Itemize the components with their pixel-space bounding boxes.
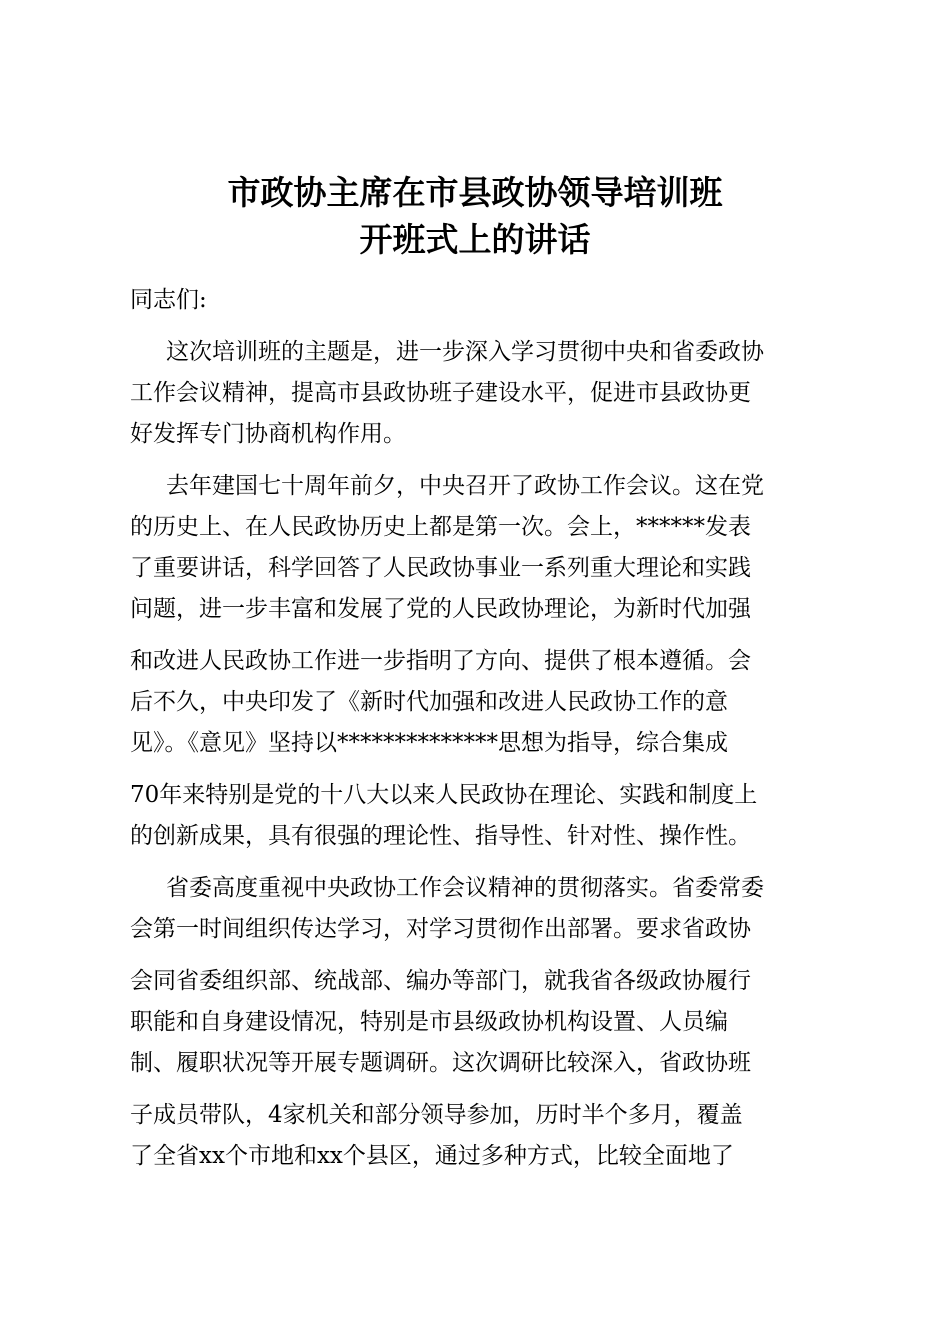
paragraph-3-line-2: 会第一时间组织传达学习，对学习贯彻作出部署。要求省政协 (130, 916, 751, 942)
paragraph-2-line-3: 了重要讲话，科学回答了人民政协事业一系列重大理论和实践 (130, 555, 751, 581)
paragraph-3-line-6: 子成员带队，4家机关和部分领导参加，历时半个多月，覆盖 (130, 1102, 743, 1128)
paragraph-2-line-9: 的创新成果，具有很强的理论性、指导性、针对性、操作性。 (130, 823, 751, 849)
paragraph-3-line-5: 制、履职状况等开展专题调研。这次调研比较深入，省政协班 (130, 1050, 751, 1076)
salutation: 同志们: (130, 287, 207, 313)
paragraph-2-line-5: 和改进人民政协工作进一步指明了方向、提供了根本遵循。会 (130, 648, 751, 674)
title-line-1: 市政协主席在市县政协领导培训班 (227, 173, 723, 212)
paragraph-3-line-1: 省委高度重视中央政协工作会议精神的贯彻落实。省委常委 (166, 875, 764, 901)
paragraph-2-line-1: 去年建国七十周年前夕，中央召开了政协工作会议。这在党 (166, 473, 764, 499)
paragraph-2-line-4: 问题，进一步丰富和发展了党的人民政协理论，为新时代加强 (130, 596, 751, 622)
paragraph-2-line-7: 见》。《意见》坚持以**************思想为指导，综合集成 (130, 730, 728, 756)
paragraph-3-line-4: 职能和自身建设情况，特别是市县级政协机构设置、人员编 (130, 1009, 728, 1035)
paragraph-2-line-2: 的历史上、在人民政协历史上都是第一次。会上，******发表 (130, 514, 751, 540)
paragraph-2-line-8: 70年来特别是党的十八大以来人民政协在理论、实践和制度上 (130, 782, 758, 808)
paragraph-2-line-6: 后不久，中央印发了《新时代加强和改进人民政协工作的意 (130, 689, 728, 715)
title-line-2: 开班式上的讲话 (359, 220, 591, 259)
paragraph-3-line-3: 会同省委组织部、统战部、编办等部门，就我省各级政协履行 (130, 968, 751, 994)
paragraph-1-line-1: 这次培训班的主题是，进一步深入学习贯彻中央和省委政协 (166, 339, 764, 365)
paragraph-1-line-3: 好发挥专门协商机构作用。 (130, 421, 406, 447)
paragraph-3-line-7: 了全省xx个市地和xx个县区，通过多种方式，比较全面地了 (130, 1143, 734, 1169)
paragraph-1-line-2: 工作会议精神，提高市县政协班子建设水平，促进市县政协更 (130, 380, 751, 406)
